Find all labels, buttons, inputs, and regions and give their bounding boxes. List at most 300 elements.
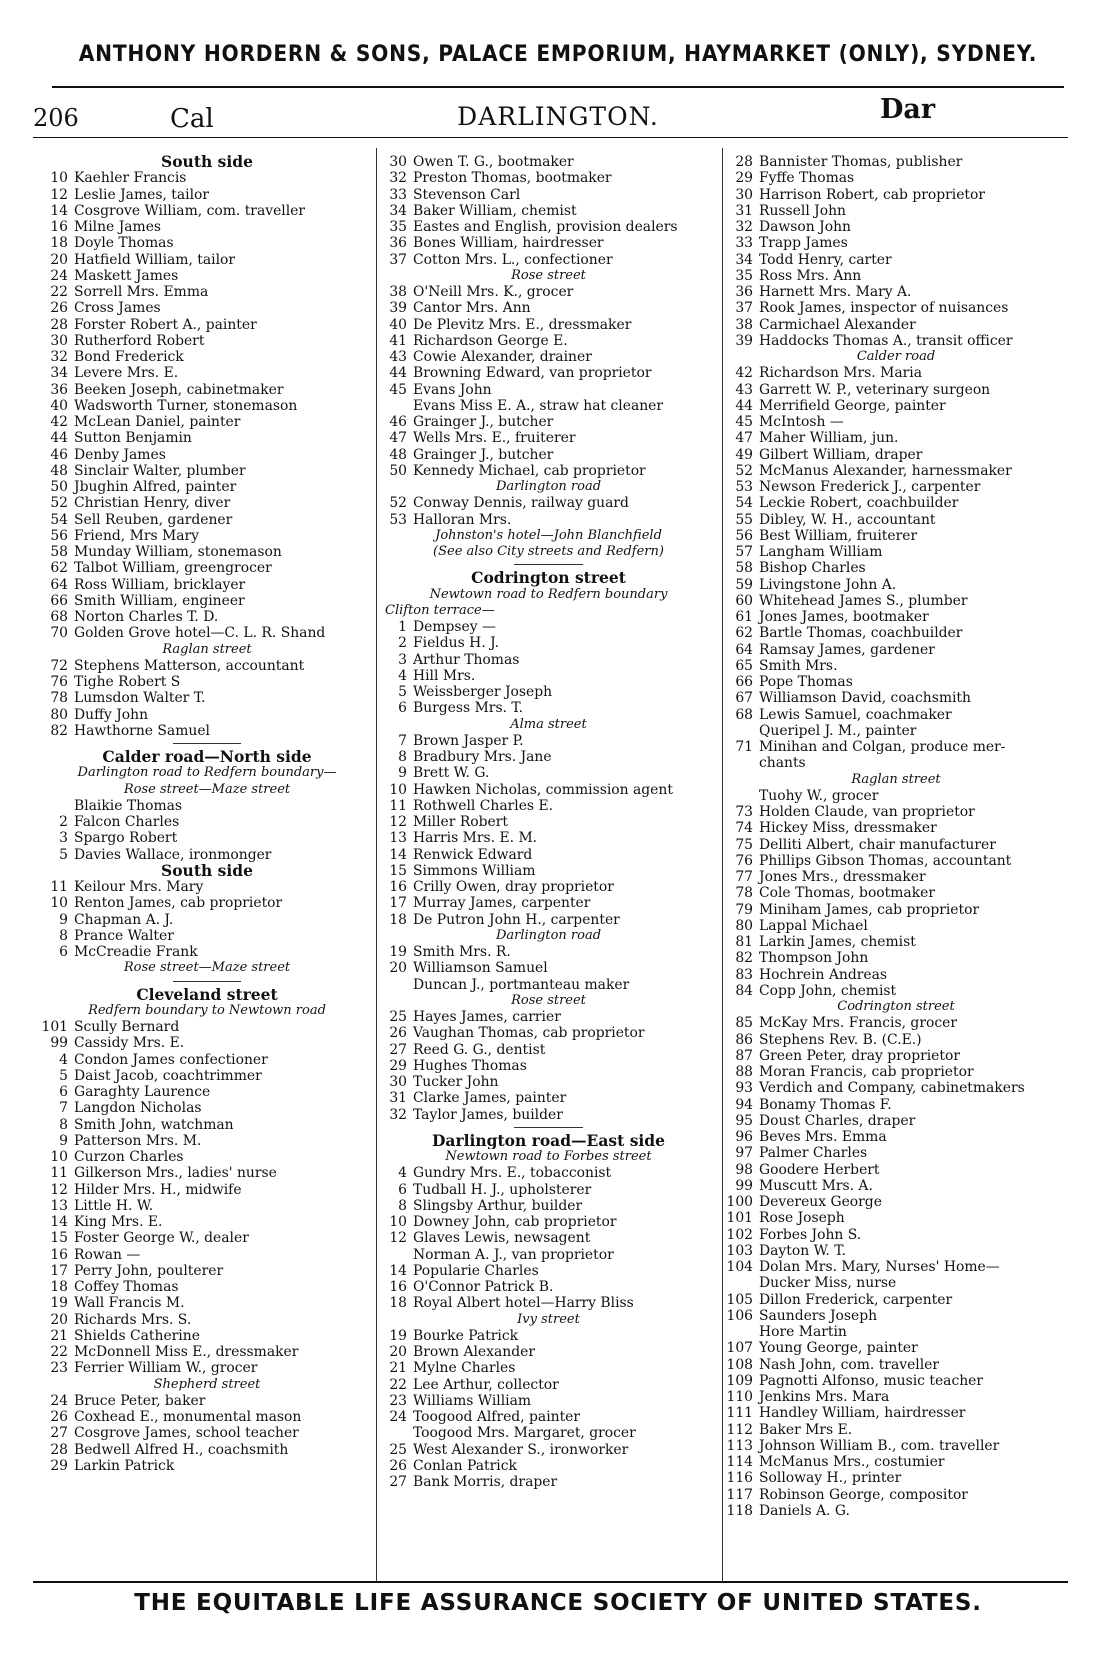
page-title: DARLINGTON. xyxy=(457,102,659,131)
directory-entry xyxy=(377,1344,720,1360)
resident-name: Hawken Nicholas, commission agent xyxy=(413,781,673,798)
resident-name: Jenkins Mrs. Mara xyxy=(759,1389,890,1405)
resident-name: Pope Thomas xyxy=(759,674,853,690)
directory-entry xyxy=(38,1165,376,1181)
house-number: 32 xyxy=(735,219,753,235)
resident-name: Lappal Michael xyxy=(759,917,868,934)
directory-entry xyxy=(38,333,376,349)
house-number: 18 xyxy=(389,911,407,928)
house-number: 6 xyxy=(398,1181,407,1198)
resident-name: Carmichael Alexander xyxy=(759,316,916,333)
house-number: 20 xyxy=(389,960,407,977)
house-number: 12 xyxy=(50,1181,68,1198)
footer-rule xyxy=(33,1581,1068,1583)
resident-name: Simmons William xyxy=(413,862,536,879)
cross-street-label: Rose street xyxy=(511,992,586,1008)
house-number: 14 xyxy=(50,1214,68,1230)
directory-entry xyxy=(38,235,376,251)
house-number: 18 xyxy=(389,1295,407,1312)
resident-name: Forbes John S. xyxy=(759,1226,862,1243)
directory-entry xyxy=(377,652,720,668)
house-number: 85 xyxy=(735,1015,753,1032)
resident-name: Tighe Robert S xyxy=(74,674,181,690)
resident-name: Cantor Mrs. Ann xyxy=(413,300,531,317)
house-number: 24 xyxy=(50,1392,68,1409)
resident-name: Hayes James, carrier xyxy=(413,1009,561,1025)
resident-name: Hill Mrs. xyxy=(413,667,476,684)
house-number: 27 xyxy=(50,1425,68,1442)
directory-entry xyxy=(723,593,1069,609)
house-number: 5 xyxy=(398,684,407,700)
resident-name: Scully Bernard xyxy=(74,1019,180,1035)
directory-entry xyxy=(377,1263,720,1279)
directory-entry xyxy=(377,219,720,235)
house-number: 16 xyxy=(50,219,68,235)
house-number: 17 xyxy=(389,895,407,912)
resident-name: Baker William, chemist xyxy=(413,202,577,219)
resident-name: Harris Mrs. E. M. xyxy=(413,830,538,847)
resident-name: Thompson John xyxy=(759,950,869,967)
directory-entry xyxy=(723,983,1069,999)
resident-name: Handley William, hairdresser xyxy=(759,1405,966,1422)
directory-entry xyxy=(377,317,720,333)
resident-name: Phillips Gibson Thomas, accountant xyxy=(759,852,1012,869)
resident-name: Bank Morris, draper xyxy=(413,1474,558,1490)
directory-entry xyxy=(377,1090,720,1106)
resident-name: Maher William, jun. xyxy=(759,430,899,447)
directory-entry xyxy=(377,668,720,684)
directory-entry xyxy=(723,1503,1069,1519)
directory-entry xyxy=(377,1165,720,1181)
house-number: 52 xyxy=(735,462,753,479)
directory-entry xyxy=(723,1389,1069,1405)
resident-name: Rose Joseph xyxy=(759,1210,845,1227)
house-number: 79 xyxy=(735,901,753,918)
resident-name: Cassidy Mrs. E. xyxy=(74,1035,185,1052)
directory-entry xyxy=(723,479,1069,495)
house-number: 22 xyxy=(389,1376,407,1393)
directory-entry xyxy=(377,1328,720,1344)
directory-entry xyxy=(38,382,376,398)
resident-name: King Mrs. E. xyxy=(74,1214,163,1230)
house-number: 8 xyxy=(59,927,68,944)
house-number: 50 xyxy=(50,479,68,495)
directory-entry xyxy=(38,1279,376,1295)
directory-entry xyxy=(723,1405,1069,1421)
house-number: 52 xyxy=(50,495,68,512)
directory-entry xyxy=(38,577,376,593)
directory-entry xyxy=(377,1058,720,1074)
directory-entry xyxy=(723,1243,1069,1259)
resident-name: Dolan Mrs. Mary, Nurses' Home— xyxy=(759,1259,1000,1275)
directory-entry xyxy=(377,700,720,716)
section-divider xyxy=(38,977,376,987)
directory-entry xyxy=(377,1074,720,1090)
house-number: 36 xyxy=(50,381,68,398)
house-number: 28 xyxy=(50,316,68,333)
house-number: 46 xyxy=(50,446,68,463)
house-number: 12 xyxy=(389,1230,407,1247)
house-number: 109 xyxy=(726,1372,753,1389)
directory-entry xyxy=(38,560,376,576)
directory-entry xyxy=(377,235,720,251)
directory-entry xyxy=(377,733,720,749)
directory-entry xyxy=(723,902,1069,918)
directory-entry xyxy=(38,723,376,739)
resident-name: Leslie James, tailor xyxy=(74,186,210,203)
directory-entry xyxy=(38,1117,376,1133)
directory-entry xyxy=(38,1149,376,1165)
resident-name: Daist Jacob, coachtrimmer xyxy=(74,1067,262,1084)
resident-name: De Plevitz Mrs. E., dressmaker xyxy=(413,316,632,333)
directory-entry xyxy=(38,170,376,186)
resident-name: Robinson George, compositor xyxy=(759,1486,968,1503)
house-number: 60 xyxy=(735,592,753,609)
resident-name: Davies Wallace, ironmonger xyxy=(74,846,272,863)
directory-entry xyxy=(377,300,720,316)
house-number: 62 xyxy=(50,560,68,577)
directory-entry xyxy=(723,414,1069,430)
house-number: 56 xyxy=(735,527,753,544)
resident-name: Sell Reuben, gardener xyxy=(74,511,233,528)
directory-entry xyxy=(377,495,720,511)
house-number: 56 xyxy=(50,527,68,544)
house-number: 87 xyxy=(735,1047,753,1064)
house-number: 48 xyxy=(50,462,68,479)
house-number: 39 xyxy=(389,300,407,317)
resident-name: Denby James xyxy=(74,446,166,463)
directory-entry xyxy=(723,1048,1069,1064)
house-number: 70 xyxy=(50,625,68,642)
directory-entry xyxy=(723,934,1069,950)
house-number: 14 xyxy=(389,1262,407,1279)
house-number: 30 xyxy=(50,332,68,349)
directory-entry xyxy=(377,895,720,911)
directory-entry xyxy=(38,1133,376,1149)
directory-continuation: chants xyxy=(759,755,806,772)
directory-entry xyxy=(38,1344,376,1360)
resident-name: Larkin James, chemist xyxy=(759,934,916,950)
cross-street-label: Johnston's hotel—John Blanchfield xyxy=(435,527,662,543)
resident-name: Gilkerson Mrs., ladies' nurse xyxy=(74,1165,277,1182)
directory-continuation: Ducker Miss, nurse xyxy=(759,1275,897,1292)
house-number: 11 xyxy=(50,1165,68,1182)
directory-entry xyxy=(38,830,376,846)
resident-name: Hickey Miss, dressmaker xyxy=(759,820,937,837)
resident-name: Vaughan Thomas, cab proprietor xyxy=(413,1025,645,1042)
directory-entry xyxy=(377,1409,720,1425)
resident-name: Stephens Rev. B. (C.E.) xyxy=(759,1031,922,1048)
house-number: 55 xyxy=(735,511,753,528)
resident-name: Munday William, stonemason xyxy=(74,544,282,560)
directory-entry xyxy=(38,944,376,960)
directory-entry xyxy=(377,960,720,976)
directory-entry xyxy=(723,642,1069,658)
cross-street-label: Calder road xyxy=(856,349,936,364)
resident-name: Hawthorne Samuel xyxy=(74,722,210,739)
house-number: 58 xyxy=(50,544,68,560)
resident-name: Wall Francis M. xyxy=(74,1295,185,1312)
directory-entry xyxy=(723,300,1069,316)
house-number: 33 xyxy=(735,235,753,252)
house-number: 23 xyxy=(389,1392,407,1409)
resident-name: Bartle Thomas, coachbuilder xyxy=(759,625,963,642)
directory-entry xyxy=(38,463,376,479)
directory-entry xyxy=(377,782,720,798)
directory-entry xyxy=(38,707,376,723)
street-heading: South side xyxy=(161,862,253,879)
resident-name: Burgess Mrs. T. xyxy=(413,700,524,717)
resident-name: Tudball H. J., upholsterer xyxy=(413,1181,592,1198)
resident-name: Crilly Owen, dray proprietor xyxy=(413,879,614,895)
resident-name: Slingsby Arthur, builder xyxy=(413,1197,583,1214)
house-number: 33 xyxy=(389,186,407,203)
cross-street-label: Ivy street xyxy=(517,1311,580,1327)
directory-entry xyxy=(377,1230,720,1246)
house-number: 5 xyxy=(59,846,68,863)
resident-name: Leckie Robert, coachbuilder xyxy=(759,495,959,512)
resident-name: Richards Mrs. S. xyxy=(74,1311,192,1328)
house-number: 13 xyxy=(389,830,407,847)
house-number: 71 xyxy=(735,739,753,755)
directory-entry xyxy=(38,1312,376,1328)
house-number: 29 xyxy=(50,1457,68,1474)
cross-street-label: Newtown road to Forbes street xyxy=(445,1149,652,1164)
house-number: 39 xyxy=(735,332,753,349)
directory-continuation: Hore Martin xyxy=(759,1324,847,1340)
directory-column-3 xyxy=(722,148,1069,1582)
resident-name: Merrifield George, painter xyxy=(759,397,946,414)
resident-name: Williamson David, coachsmith xyxy=(759,690,971,707)
house-number: 53 xyxy=(735,479,753,495)
resident-name: Hughes Thomas xyxy=(413,1057,527,1074)
resident-name: Bedwell Alfred H., coachsmith xyxy=(74,1441,289,1458)
footer-banner: THE EQUITABLE LIFE ASSURANCE SOCIETY OF UNITED STATES. xyxy=(134,1590,982,1616)
house-number: 13 xyxy=(50,1197,68,1214)
directory-entry xyxy=(377,765,720,781)
house-number: 58 xyxy=(735,560,753,577)
house-number: 77 xyxy=(735,869,753,885)
house-number: 12 xyxy=(50,186,68,203)
house-number: 78 xyxy=(735,885,753,902)
directory-entry xyxy=(38,187,376,203)
resident-name: Rowan — xyxy=(74,1246,141,1263)
resident-name: McManus Mrs., costumier xyxy=(759,1454,945,1470)
house-number: 20 xyxy=(50,1311,68,1328)
directory-entry xyxy=(377,1009,720,1025)
house-number: 12 xyxy=(389,814,407,830)
house-number: 47 xyxy=(735,430,753,447)
house-number: 35 xyxy=(389,219,407,235)
house-number: 22 xyxy=(50,284,68,300)
resident-name: Cross James xyxy=(74,300,161,317)
house-number: 108 xyxy=(726,1356,753,1373)
resident-name: Stephens Matterson, accountant xyxy=(74,657,305,674)
directory-entry xyxy=(38,219,376,235)
house-number: 101 xyxy=(41,1019,68,1035)
directory-entry xyxy=(38,912,376,928)
resident-name: Chapman A. J. xyxy=(74,911,174,928)
resident-name: Garrett W. P., veterinary surgeon xyxy=(759,381,991,398)
house-number: 32 xyxy=(389,170,407,187)
house-number: 111 xyxy=(726,1405,753,1422)
directory-entry xyxy=(723,967,1069,983)
cross-street-label: Rose street xyxy=(511,267,586,283)
resident-name: Clarke James, painter xyxy=(413,1090,567,1107)
resident-name: Bishop Charles xyxy=(759,560,866,577)
house-number: 112 xyxy=(726,1421,753,1438)
resident-name: Wells Mrs. E., fruiterer xyxy=(413,430,576,447)
directory-entry xyxy=(723,1097,1069,1113)
resident-name: Doyle Thomas xyxy=(74,235,174,252)
house-number: 31 xyxy=(735,202,753,219)
house-number: 2 xyxy=(398,635,407,652)
directory-entry xyxy=(723,1227,1069,1243)
directory-entry xyxy=(723,1178,1069,1194)
directory-entry xyxy=(723,1113,1069,1129)
house-number: 11 xyxy=(50,879,68,895)
resident-name: Lee Arthur, collector xyxy=(413,1376,559,1393)
resident-name: Spargo Robert xyxy=(74,830,178,847)
directory-continuation: Queripel J. M., painter xyxy=(759,722,917,739)
resident-name: Bruce Peter, baker xyxy=(74,1392,206,1409)
house-number: 10 xyxy=(389,781,407,798)
directory-continuation: Toogood Mrs. Margaret, grocer xyxy=(413,1425,636,1442)
resident-name: Evans John xyxy=(413,381,492,398)
resident-name: Miniham James, cab proprietor xyxy=(759,901,980,918)
directory-entry xyxy=(38,203,376,219)
house-number: 65 xyxy=(735,657,753,674)
resident-name: Dawson John xyxy=(759,219,851,235)
house-number: 50 xyxy=(389,462,407,479)
directory-entry xyxy=(377,1458,720,1474)
house-number: 11 xyxy=(389,797,407,814)
resident-name: Curzon Charles xyxy=(74,1149,184,1165)
house-number: 66 xyxy=(735,674,753,690)
resident-name: Dayton W. T. xyxy=(759,1242,846,1259)
house-number: 52 xyxy=(389,495,407,512)
house-number: 8 xyxy=(398,749,407,765)
resident-name: Cosgrove William, com. traveller xyxy=(74,202,306,219)
house-number: 106 xyxy=(726,1307,753,1324)
header-banner: ANTHONY HORDERN & SONS, PALACE EMPORIUM, HAYMARKET (ONLY), SYDNEY. xyxy=(78,42,1038,67)
directory-entry xyxy=(723,203,1069,219)
directory-entry xyxy=(377,1042,720,1058)
house-number: 34 xyxy=(735,251,753,268)
resident-name: Eastes and English, provision dealers xyxy=(413,219,678,235)
house-number: 45 xyxy=(735,414,753,430)
house-number: 82 xyxy=(735,950,753,967)
directory-entry xyxy=(723,447,1069,463)
house-number: 40 xyxy=(389,316,407,333)
house-number: 4 xyxy=(59,1051,68,1068)
house-number: 1 xyxy=(398,619,407,635)
directory-entry xyxy=(38,1393,376,1409)
house-number: 59 xyxy=(735,576,753,593)
resident-name: Fyffe Thomas xyxy=(759,170,855,187)
house-number: 15 xyxy=(50,1230,68,1247)
directory-entry xyxy=(723,707,1069,723)
directory-entry xyxy=(723,1064,1069,1080)
resident-name: Hochrein Andreas xyxy=(759,966,888,983)
house-number: 101 xyxy=(726,1210,753,1227)
house-number: 6 xyxy=(59,1084,68,1100)
resident-name: Renwick Edward xyxy=(413,846,533,863)
resident-name: McIntosh — xyxy=(759,414,844,430)
directory-entry xyxy=(377,187,720,203)
directory-entry xyxy=(377,847,720,863)
directory-entry xyxy=(377,879,720,895)
house-number: 3 xyxy=(398,651,407,668)
house-number: 2 xyxy=(59,814,68,830)
resident-name: Richardson George E. xyxy=(413,332,568,349)
resident-name: Garaghty Laurence xyxy=(74,1084,211,1100)
house-number: 105 xyxy=(726,1291,753,1308)
section-divider xyxy=(377,560,720,570)
resident-name: Larkin Patrick xyxy=(74,1457,175,1474)
resident-name: Bradbury Mrs. Jane xyxy=(413,749,552,765)
directory-entry xyxy=(38,349,376,365)
directory-entry xyxy=(377,1198,720,1214)
directory-entry xyxy=(723,1422,1069,1438)
house-number: 3 xyxy=(59,830,68,847)
directory-continuation: Norman A. J., van proprietor xyxy=(413,1246,614,1263)
directory-entry xyxy=(723,1357,1069,1373)
directory-entry xyxy=(723,1162,1069,1178)
house-number: 40 xyxy=(50,397,68,414)
house-number: 27 xyxy=(389,1041,407,1058)
directory-entry xyxy=(377,1214,720,1230)
resident-name: Muscutt Mrs. A. xyxy=(759,1177,873,1194)
directory-entry xyxy=(377,1393,720,1409)
directory-entry xyxy=(723,528,1069,544)
house-number: 24 xyxy=(50,267,68,284)
directory-entry xyxy=(38,1263,376,1279)
resident-name: Harrison Robert, cab proprietor xyxy=(759,186,986,203)
house-number: 42 xyxy=(50,414,68,430)
house-number: 68 xyxy=(50,609,68,625)
house-number: 66 xyxy=(50,592,68,609)
resident-name: Dillon Frederick, carpenter xyxy=(759,1291,953,1308)
house-number: 49 xyxy=(735,446,753,463)
resident-name: De Putron John H., carpenter xyxy=(413,911,620,928)
resident-name: Little H. W. xyxy=(74,1197,154,1214)
house-number: 36 xyxy=(735,284,753,300)
resident-name: Rutherford Robert xyxy=(74,332,205,349)
house-number: 76 xyxy=(735,852,753,869)
house-number: 99 xyxy=(50,1035,68,1052)
house-number: 72 xyxy=(50,657,68,674)
house-number: 94 xyxy=(735,1096,753,1113)
house-number: 44 xyxy=(50,430,68,447)
resident-name: Verdich and Company, cabinetmakers xyxy=(759,1080,1025,1097)
directory-entry xyxy=(38,798,376,814)
resident-name: Hatfield William, tailor xyxy=(74,251,236,268)
resident-name: Langham William xyxy=(759,544,883,560)
house-number: 5 xyxy=(59,1067,68,1084)
directory-entry xyxy=(38,625,376,641)
house-number: 17 xyxy=(50,1262,68,1279)
directory-entry xyxy=(377,749,720,765)
house-number: 16 xyxy=(389,879,407,895)
house-number: 93 xyxy=(735,1080,753,1097)
directory-entry xyxy=(377,619,720,635)
resident-name: Williamson Samuel xyxy=(413,960,548,977)
house-number: 8 xyxy=(59,1116,68,1133)
house-number: 78 xyxy=(50,690,68,707)
house-number: 80 xyxy=(735,917,753,934)
directory-entry xyxy=(377,430,720,446)
